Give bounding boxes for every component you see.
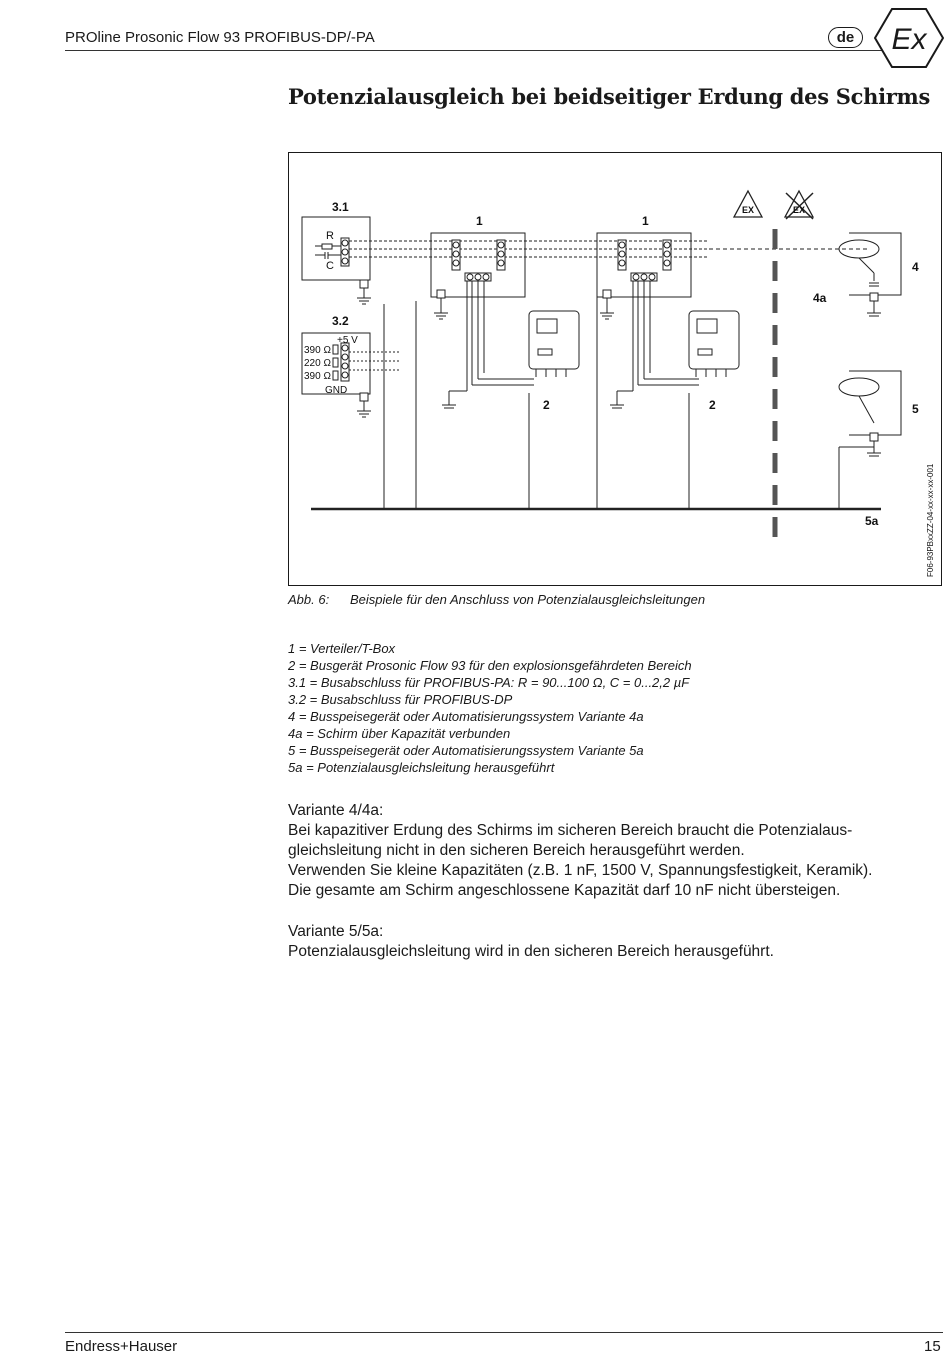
variant-4-line: gleichsleitung nicht in den sicheren Bereich herausgeführt werden. [288,842,745,859]
variant-4-line: Die gesamte am Schirm angeschlossene Kapazität darf 10 nF nicht übersteigen. [288,882,841,899]
label-gnd: GND [325,385,348,396]
figure-code: F06-93PBxxZZ-04-xx-xx-xx-001 [926,463,935,577]
legend-item: 5 = Busspeisegerät oder Automatisierungssystem Variante 5a [288,743,644,758]
figure-caption-text: Beispiele für den Anschluss von Potenzialausgleichsleitungen [350,592,706,607]
legend-item: 3.2 = Busabschluss für PROFIBUS-DP [288,692,513,707]
variant-4-line: Bei kapazitiver Erdung des Schirms im sicheren Bereich braucht die Potenzialaus- [288,822,853,839]
label-C: C [326,260,334,272]
label-3-2: 3.2 [332,314,349,328]
non-ex-zone-label: EX [792,205,806,215]
legend-item: 1 = Verteiler/T-Box [288,641,396,656]
label-5: 5 [912,402,919,416]
document-header-title: PROline Prosonic Flow 93 PROFIBUS-DP/-PA [65,29,375,46]
figure-legend [288,640,692,776]
section-title: Potenzialausgleich bei beidseitiger Erdung des Schirms [288,84,930,109]
label-4a: 4a [813,291,827,305]
variant-5-heading: Variante 5/5a: [288,923,384,940]
variant-5-line: Potenzialausgleichsleitung wird in den sicheren Bereich herausgeführt. [288,943,774,960]
label-r1: 390 Ω [304,345,331,356]
label-4: 4 [912,260,919,274]
ex-hexagon-icon [874,7,944,69]
page-number: 15 [924,1338,941,1355]
variant-4-heading: Variante 4/4a: [288,802,384,819]
label-2-right: 2 [709,398,716,412]
variant-5-section [288,922,938,962]
legend-item: 4a = Schirm über Kapazität verbunden [288,726,511,741]
legend-item: 3.1 = Busabschluss für PROFIBUS-PA: R = 90...100 Ω, C = 0...2,2 µF [288,675,690,690]
legend-item: 4 = Busspeisegerät oder Automatisierungssystem Variante 4a [288,709,644,724]
language-badge: de [828,27,863,48]
footer-brand: Endress+Hauser [65,1338,178,1355]
variant-4-line: Verwenden Sie kleine Kapazitäten (z.B. 1 nF, 1500 V, Spannungsfestigkeit, Keramik). [288,862,873,879]
label-1-right: 1 [642,214,649,228]
legend-item: 5a = Potenzialausgleichsleitung herausgeführt [288,760,555,775]
label-1-left: 1 [476,214,483,228]
header-divider [65,50,891,51]
ex-logo-text: Ex [891,23,927,56]
ex-zone-label: EX [741,205,755,215]
supply-unit-5 [849,371,901,435]
label-r3: 390 Ω [304,371,331,382]
variant-4-section [288,801,938,901]
label-2-left: 2 [543,398,550,412]
footer-divider [65,1332,943,1333]
label-R: R [326,230,334,242]
wiring-diagram-svg [289,153,941,585]
label-5v: +5 V [337,335,358,346]
label-r2: 220 Ω [304,358,331,369]
legend-item: 2 = Busgerät Prosonic Flow 93 für den explosionsgefährdeten Bereich [288,658,692,673]
label-5a: 5a [865,514,879,528]
figure-caption-label: Abb. 6: [288,592,330,607]
wiring-diagram [288,152,942,586]
label-3-1: 3.1 [332,200,349,214]
